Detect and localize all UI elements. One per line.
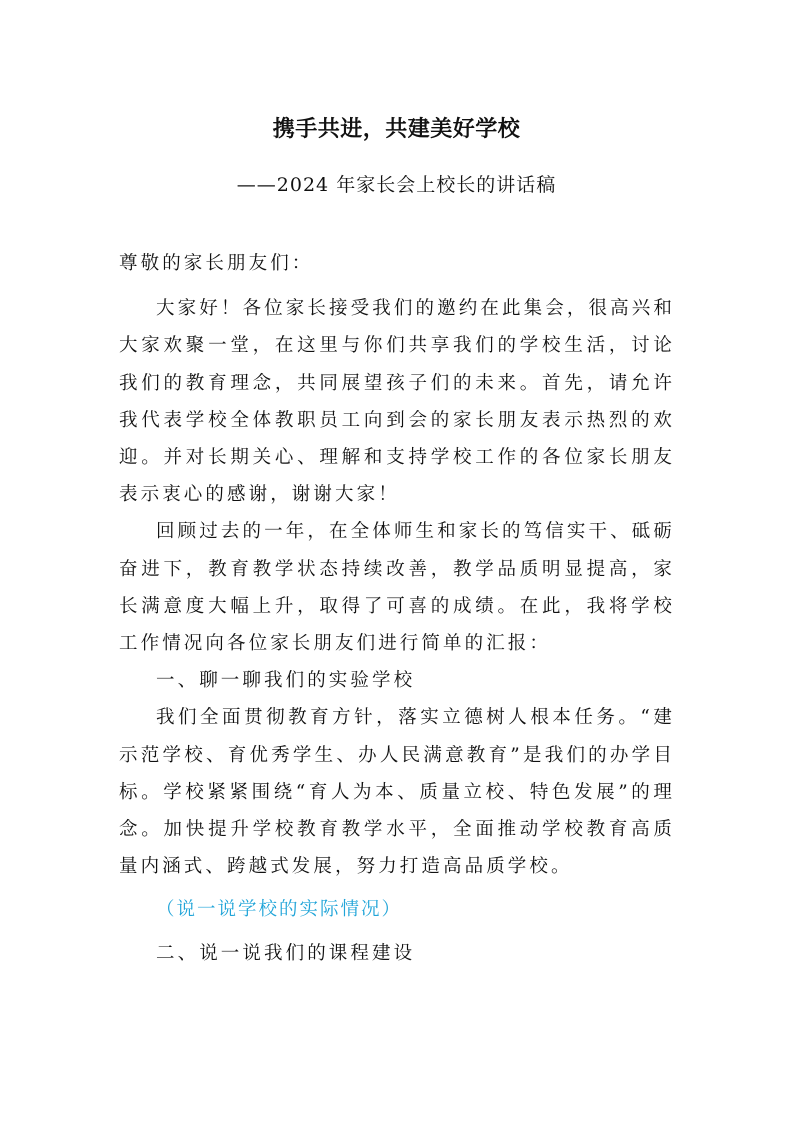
paragraph-welcome: 大家好！各位家长接受我们的邀约在此集会，很高兴和大家欢聚一堂，在这里与你们共享我们的学校生活，讨论我们的教育理念，共同展望孩子们的未来。首先，请允许我代表学校全体教职员工向到会的家长朋友表示热烈的欢迎。并对长期关心、理解和支持学校工作的各位家长朋友表示衷心的感谢，谢谢大家！ xyxy=(119,298,675,506)
paragraph-school: 我们全面贯彻教育方针，落实立德树人根本任务。“建示范学校、育优秀学生、办人民满意教育”是我们的办学目标。学校紧紧围绕“育人为本、质量立校、特色发展”的理念。加快提升学校教育教学水平，全面推动学校教育高质量内涵式、跨越式发展，努力打造高品质学校。 xyxy=(119,707,675,878)
document-body xyxy=(119,245,675,972)
section-heading-2: 二、说一说我们的课程建设 xyxy=(156,942,416,964)
editor-note: （说一说学校的实际情况） xyxy=(156,899,403,921)
paragraph-review: 回顾过去的一年，在全体师生和家长的笃信实干、砥砺奋进下，教育教学状态持续改善，教学品质明显提高，家长满意度大幅上升，取得了可喜的成绩。在此，我将学校工作情况向各位家长朋友们进行简单的汇报： xyxy=(119,521,675,655)
section-heading-1: 一、聊一聊我们的实验学校 xyxy=(156,670,416,692)
document-title: 携手共进，共建美好学校 xyxy=(272,117,521,142)
salutation: 尊敬的家长朋友们： xyxy=(119,253,314,274)
document-subtitle: ——2024 年家长会上校长的讲话稿 xyxy=(236,174,557,196)
